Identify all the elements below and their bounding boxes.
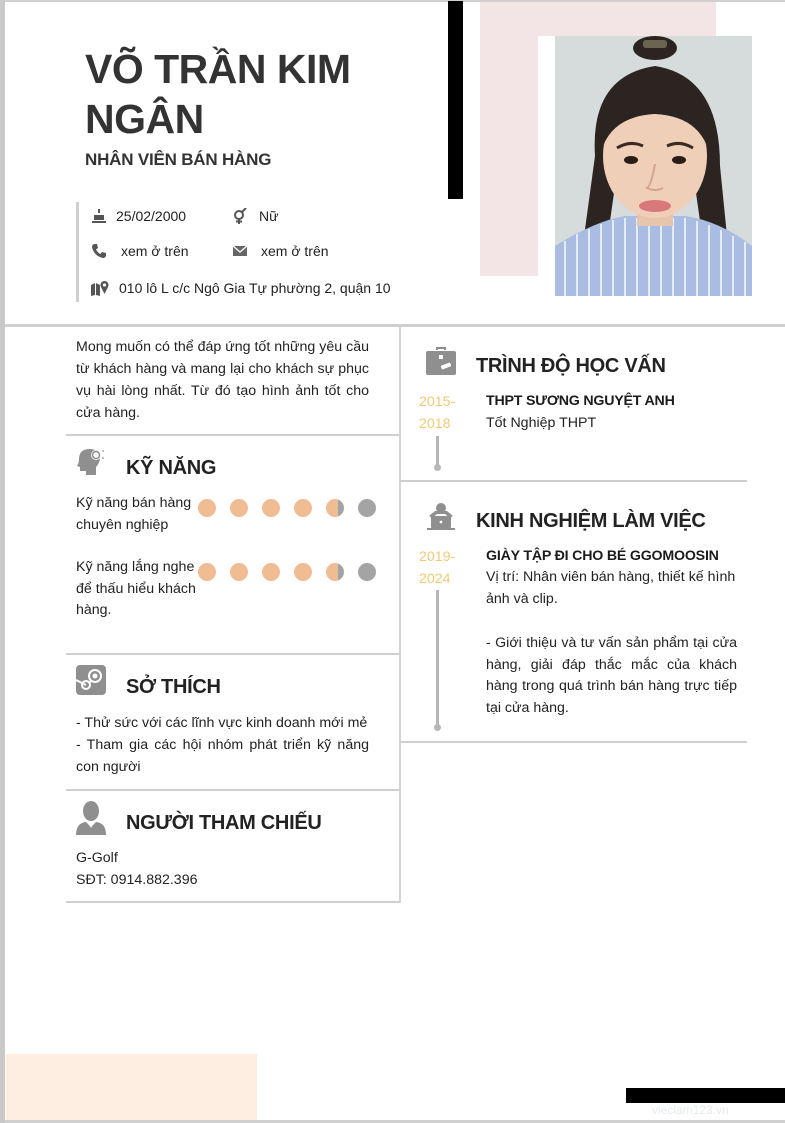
column-divider bbox=[399, 326, 401, 903]
rating-dot-filled bbox=[262, 563, 280, 581]
decorative-black-bar bbox=[626, 1088, 785, 1103]
header-divider bbox=[5, 324, 785, 327]
timeline-line bbox=[436, 590, 439, 726]
experience-title: KINH NGHIỆM LÀM VIỆC bbox=[476, 510, 706, 532]
portrait-photo bbox=[555, 36, 752, 296]
job-title: NHÂN VIÊN BÁN HÀNG bbox=[85, 150, 272, 169]
rating-dot-empty bbox=[358, 563, 376, 581]
timeline-dot bbox=[434, 724, 441, 731]
reference-details bbox=[76, 848, 197, 891]
contact-info bbox=[76, 202, 416, 302]
head-lightbulb-icon bbox=[76, 445, 106, 475]
page-edge-left bbox=[0, 0, 5, 1123]
rating-dot-partial bbox=[326, 563, 344, 581]
rating-dot-partial bbox=[326, 499, 344, 517]
hobbies-title: SỞ THÍCH bbox=[126, 676, 221, 698]
gender-value: Nữ bbox=[259, 208, 279, 224]
laptop-user-icon bbox=[425, 502, 457, 530]
section-divider bbox=[66, 901, 400, 903]
hobbies-list bbox=[76, 712, 369, 778]
rating-dot-filled bbox=[230, 563, 248, 581]
skill-rating bbox=[198, 563, 376, 581]
phone-row bbox=[91, 243, 189, 259]
hobby-item: - Tham gia các hội nhóm phát triển kỹ năng con người bbox=[76, 737, 369, 775]
section-divider bbox=[66, 653, 399, 655]
cake-icon bbox=[91, 208, 107, 224]
section-divider bbox=[401, 741, 747, 743]
year-start: 2019- bbox=[419, 549, 456, 565]
rating-dot-filled bbox=[294, 499, 312, 517]
experience-years bbox=[419, 546, 459, 590]
skill-label: Kỹ năng lắng nghe để thấu hiểu khách hàng. bbox=[76, 559, 196, 618]
gender-icon bbox=[232, 208, 248, 224]
avatar bbox=[555, 36, 752, 296]
decorative-black-bar bbox=[448, 1, 463, 199]
rating-dot-empty bbox=[358, 499, 376, 517]
school-name: THPT SƯƠNG NGUYỆT ANH bbox=[486, 393, 675, 409]
company-name: GIÀY TẬP ĐI CHO BÉ GGOMOOSIN bbox=[486, 548, 719, 564]
email-row bbox=[232, 243, 329, 259]
phone-value: xem ở trên bbox=[121, 243, 189, 259]
reference-name: G-Golf bbox=[76, 850, 118, 866]
birthday-value: 25/02/2000 bbox=[116, 208, 187, 224]
briefcase-icon bbox=[426, 347, 456, 375]
watermark: vieclam123.vn bbox=[652, 1103, 729, 1117]
phone-icon bbox=[91, 243, 107, 259]
skill-rating bbox=[198, 499, 376, 517]
year-end: 2018 bbox=[419, 416, 451, 432]
rating-dot-filled bbox=[198, 499, 216, 517]
map-icon bbox=[91, 280, 109, 296]
section-divider bbox=[66, 789, 399, 791]
rating-dot-filled bbox=[294, 563, 312, 581]
year-start: 2015- bbox=[419, 394, 456, 410]
decorative-peach-block bbox=[6, 1054, 257, 1120]
person-icon bbox=[76, 801, 106, 835]
job-description: - Giới thiệu và tư vấn sản phẩm tại cửa hàng, giải đáp thắc mắc của khách hàng trong quá trình bán hàng trực tiếp tại cửa hàng. bbox=[486, 635, 737, 717]
email-value: xem ở trên bbox=[261, 243, 329, 259]
year-end: 2024 bbox=[419, 571, 451, 587]
candidate-name: VÕ TRẦN KIM NGÂN bbox=[85, 46, 351, 142]
education-title: TRÌNH ĐỘ HỌC VẤN bbox=[476, 355, 666, 377]
hobby-item: - Thử sức với các lĩnh vực kinh doanh mới mẻ bbox=[76, 715, 368, 731]
rating-dot-filled bbox=[262, 499, 280, 517]
skills-title: KỸ NĂNG bbox=[126, 457, 217, 479]
birthday-row bbox=[91, 208, 186, 224]
gender-row bbox=[232, 208, 278, 224]
section-divider bbox=[66, 434, 399, 436]
education-years bbox=[419, 391, 459, 435]
rating-dot-filled bbox=[230, 499, 248, 517]
skill-label: Kỹ năng bán hàng chuyên nghiệp bbox=[76, 495, 192, 533]
rating-dot-filled bbox=[198, 563, 216, 581]
section-divider bbox=[401, 480, 747, 482]
timeline-dot bbox=[434, 464, 441, 471]
references-title: NGƯỜI THAM CHIẾU bbox=[126, 812, 322, 834]
career-objective: Mong muốn có thể đáp ứng tốt những yêu cầu từ khách hàng và mang lại cho khách sự phục vụ hài lòng nhất. Từ đó tạo hình ảnh tốt cho cửa hàng. bbox=[76, 339, 369, 421]
job-position: Vị trí: Nhân viên bán hàng, thiết kế hình ảnh và clip. bbox=[486, 569, 736, 607]
address-value: 010 lô L c/c Ngô Gia Tự phường 2, quận 10 bbox=[119, 280, 391, 296]
education-detail: Tốt Nghiệp THPT bbox=[486, 415, 597, 431]
address-row bbox=[91, 280, 391, 296]
steam-icon bbox=[76, 665, 106, 695]
envelope-icon bbox=[232, 244, 248, 258]
timeline-line bbox=[436, 436, 439, 466]
reference-phone: SĐT: 0914.882.396 bbox=[76, 871, 198, 888]
